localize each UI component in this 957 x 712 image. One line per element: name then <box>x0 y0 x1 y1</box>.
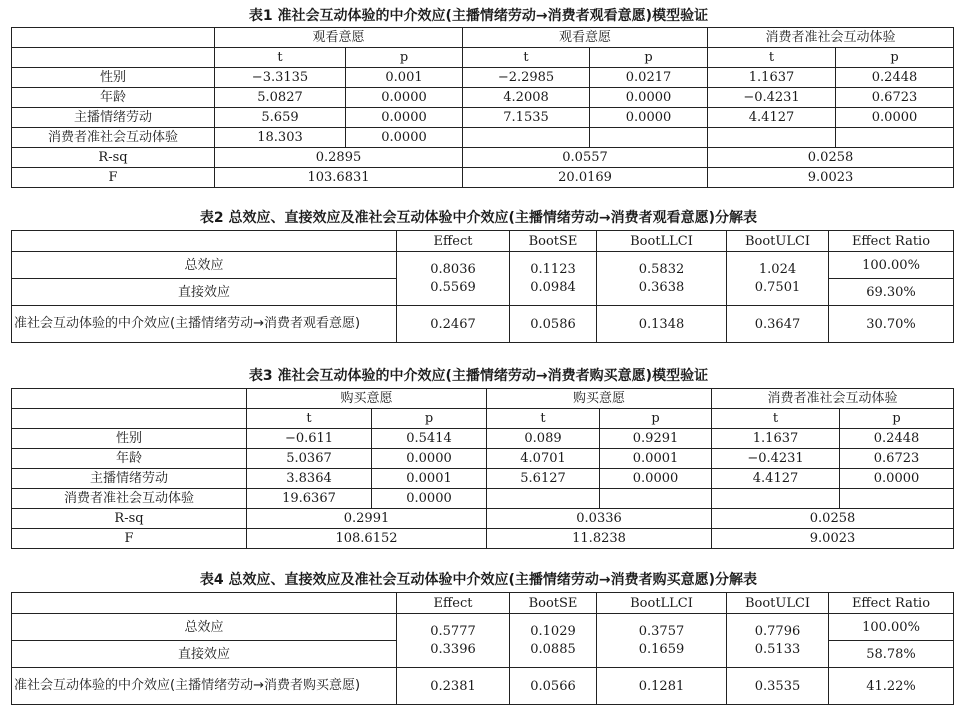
table2 <box>11 230 954 343</box>
cell: 3.8364 <box>247 469 372 489</box>
table-row <box>12 429 954 449</box>
cell: 9.0023 <box>708 168 954 188</box>
direct-value: 0.0984 <box>530 279 576 295</box>
cell <box>597 614 727 668</box>
group-header: 观看意愿 <box>463 28 708 48</box>
total-value: 0.1029 <box>530 623 576 639</box>
row-label: 直接效应 <box>12 279 397 306</box>
cell: 5.659 <box>215 108 346 128</box>
cell: 5.0827 <box>215 88 346 108</box>
row-label: R-sq <box>12 509 247 529</box>
table1-caption: 表1 准社会互动体验的中介效应(主播情绪劳动→消费者观看意愿)模型验证 <box>248 8 709 24</box>
row-label: 主播情绪劳动 <box>12 469 247 489</box>
cell: 103.6831 <box>215 168 463 188</box>
row-label: 消费者准社会互动体验 <box>12 128 215 148</box>
cell: 4.4127 <box>708 108 836 128</box>
row-label: 年龄 <box>12 88 215 108</box>
cell: 0.0000 <box>840 469 954 489</box>
cell: 4.2008 <box>463 88 590 108</box>
col-header: t <box>487 409 600 429</box>
cell: 5.6127 <box>487 469 600 489</box>
cell: 19.6367 <box>247 489 372 509</box>
cell <box>510 252 597 306</box>
table4-caption: 表4 总效应、直接效应及准社会互动体验中介效应(主播情绪劳动→消费者购买意愿)分解表 <box>199 572 758 588</box>
cell: 0.0000 <box>590 108 708 128</box>
cell: 0.0258 <box>708 148 954 168</box>
cell: 0.0566 <box>510 668 597 705</box>
row-label: 总效应 <box>12 614 397 641</box>
row-label: 性别 <box>12 68 215 88</box>
col-header: p <box>372 409 487 429</box>
col-header: t <box>712 409 840 429</box>
col-header: BootULCI <box>727 593 829 614</box>
cell: 4.4127 <box>712 469 840 489</box>
rsq-row <box>12 148 954 168</box>
row-label: 年龄 <box>12 449 247 469</box>
cell <box>590 128 708 148</box>
direct-value: 0.3396 <box>430 641 476 657</box>
cell: −0.4231 <box>708 88 836 108</box>
row-label: 直接效应 <box>12 641 397 668</box>
cell: 0.0557 <box>463 148 708 168</box>
cell: 0.0001 <box>600 449 712 469</box>
total-value: 0.1123 <box>530 261 576 277</box>
col-header: t <box>463 48 590 68</box>
table-row <box>12 449 954 469</box>
cell: 20.0169 <box>463 168 708 188</box>
cell: 0.6723 <box>836 88 954 108</box>
cell: 0.2467 <box>397 306 510 343</box>
direct-value: 0.0885 <box>530 641 576 657</box>
cell: 0.001 <box>346 68 463 88</box>
cell: 0.2448 <box>840 429 954 449</box>
col-header: BootLLCI <box>597 593 727 614</box>
cell: 0.5414 <box>372 429 487 449</box>
row-label: 主播情绪劳动 <box>12 108 215 128</box>
table3-caption: 表3 准社会互动体验的中介效应(主播情绪劳动→消费者购买意愿)模型验证 <box>248 368 709 384</box>
cell: 11.8238 <box>487 529 712 549</box>
table-row <box>12 68 954 88</box>
cell: −0.611 <box>247 429 372 449</box>
table-row <box>12 88 954 108</box>
rsq-row <box>12 509 954 529</box>
cell <box>727 614 829 668</box>
col-header: BootSE <box>510 231 597 252</box>
cell: 69.30% <box>829 279 954 306</box>
cell: 0.0000 <box>372 489 487 509</box>
cell <box>487 489 600 509</box>
group-header: 购买意愿 <box>487 389 712 409</box>
total-value: 0.7796 <box>754 623 801 639</box>
table2-caption: 表2 总效应、直接效应及准社会互动体验中介效应(主播情绪劳动→消费者观看意愿)分解表 <box>199 210 758 226</box>
direct-value: 0.1659 <box>638 641 685 657</box>
cell: 0.3535 <box>727 668 829 705</box>
cell: −3.3135 <box>215 68 346 88</box>
table1 <box>11 27 954 188</box>
cell: 0.1281 <box>597 668 727 705</box>
cell: 0.0001 <box>372 469 487 489</box>
cell: 41.22% <box>829 668 954 705</box>
row-label: 准社会互动体验的中介效应(主播情绪劳动→消费者购买意愿) <box>12 668 397 705</box>
row-label: 消费者准社会互动体验 <box>12 489 247 509</box>
table-row <box>12 489 954 509</box>
cell: −2.2985 <box>463 68 590 88</box>
col-header: p <box>600 409 712 429</box>
row-label: R-sq <box>12 148 215 168</box>
cell: 0.9291 <box>600 429 712 449</box>
cell: 7.1535 <box>463 108 590 128</box>
direct-value: 0.5133 <box>754 641 801 657</box>
col-header: Effect Ratio <box>829 231 954 252</box>
cell: 0.2448 <box>836 68 954 88</box>
cell: 0.0000 <box>346 128 463 148</box>
cell: 0.6723 <box>840 449 954 469</box>
total-value: 0.3757 <box>638 623 685 639</box>
cell: 100.00% <box>829 614 954 641</box>
col-header: BootULCI <box>727 231 829 252</box>
col-header: BootSE <box>510 593 597 614</box>
cell: 0.0217 <box>590 68 708 88</box>
cell <box>597 252 727 306</box>
group-header: 消费者准社会互动体验 <box>712 389 954 409</box>
total-value: 0.8036 <box>430 261 476 277</box>
cell <box>397 614 510 668</box>
cell: 9.0023 <box>712 529 954 549</box>
cell: 0.2895 <box>215 148 463 168</box>
group-header: 观看意愿 <box>215 28 463 48</box>
cell: 30.70% <box>829 306 954 343</box>
cell: 58.78% <box>829 641 954 668</box>
row-label: 性别 <box>12 429 247 449</box>
col-header: p <box>590 48 708 68</box>
total-value: 0.5832 <box>638 261 685 277</box>
cell: 108.6152 <box>247 529 487 549</box>
direct-value: 0.5569 <box>430 279 476 295</box>
cell <box>600 489 712 509</box>
cell <box>727 252 829 306</box>
total-value: 0.5777 <box>430 623 476 639</box>
col-header: p <box>346 48 463 68</box>
col-header: p <box>840 409 954 429</box>
cell: 5.0367 <box>247 449 372 469</box>
cell: −0.4231 <box>712 449 840 469</box>
cell <box>463 128 590 148</box>
cell: 0.0000 <box>590 88 708 108</box>
cell <box>840 489 954 509</box>
cell: 4.0701 <box>487 449 600 469</box>
cell: 0.0336 <box>487 509 712 529</box>
table-row <box>12 128 954 148</box>
cell: 0.3647 <box>727 306 829 343</box>
cell: 0.089 <box>487 429 600 449</box>
cell: 0.0000 <box>372 449 487 469</box>
direct-value: 0.3638 <box>638 279 685 295</box>
cell: 1.1637 <box>708 68 836 88</box>
row-label: 总效应 <box>12 252 397 279</box>
table4 <box>11 592 954 705</box>
cell: 0.1348 <box>597 306 727 343</box>
cell: 0.0000 <box>600 469 712 489</box>
col-header: t <box>247 409 372 429</box>
col-header: t <box>708 48 836 68</box>
row-label: 准社会互动体验的中介效应(主播情绪劳动→消费者观看意愿) <box>12 306 397 343</box>
cell: 0.0586 <box>510 306 597 343</box>
col-header: t <box>215 48 346 68</box>
cell <box>836 128 954 148</box>
group-header: 购买意愿 <box>247 389 487 409</box>
cell: 100.00% <box>829 252 954 279</box>
cell: 1.1637 <box>712 429 840 449</box>
col-header: Effect <box>397 231 510 252</box>
row-label: F <box>12 168 215 188</box>
cell: 0.0000 <box>346 108 463 128</box>
row-label: F <box>12 529 247 549</box>
cell: 0.0258 <box>712 509 954 529</box>
cell: 0.0000 <box>836 108 954 128</box>
cell: 0.2991 <box>247 509 487 529</box>
table-row <box>12 108 954 128</box>
total-value: 1.024 <box>758 261 797 277</box>
cell <box>708 128 836 148</box>
direct-value: 0.7501 <box>754 279 801 295</box>
table-row <box>12 469 954 489</box>
f-row <box>12 529 954 549</box>
cell <box>712 489 840 509</box>
col-header: Effect Ratio <box>829 593 954 614</box>
group-header: 消费者准社会互动体验 <box>708 28 954 48</box>
cell: 0.2381 <box>397 668 510 705</box>
cell <box>397 252 510 306</box>
col-header: BootLLCI <box>597 231 727 252</box>
col-header: Effect <box>397 593 510 614</box>
cell: 18.303 <box>215 128 346 148</box>
table3 <box>11 388 954 549</box>
cell <box>510 614 597 668</box>
cell: 0.0000 <box>346 88 463 108</box>
col-header: p <box>836 48 954 68</box>
f-row <box>12 168 954 188</box>
